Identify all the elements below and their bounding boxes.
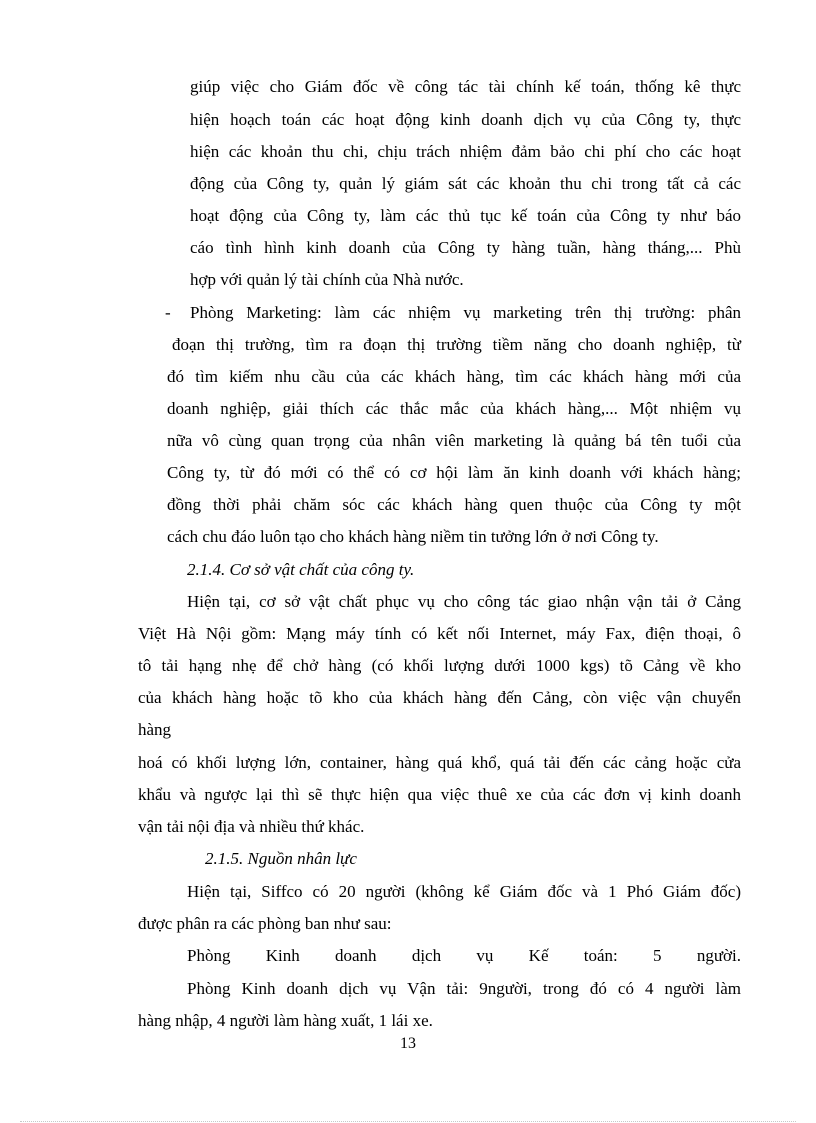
paragraph-line: hoá có khối lượng lớn, container, hàng quá khổ, quá tải đến các cảng hoặc cửa (138, 753, 741, 772)
paragraph-line: tô tải hạng nhẹ để chở hàng (có khối lượng dưới 1000 kgs) tõ Cảng về kho (138, 656, 741, 675)
paragraph-line: Phòng Marketing: làm các nhiệm vụ marketing trên thị trường: phân (190, 303, 741, 322)
paragraph-line: Công ty, từ đó mới có thể có cơ hội làm ăn kinh doanh với khách hàng; (167, 463, 741, 482)
paragraph-line: động của Công ty, quản lý giám sát các khoản thu chi trong tất cả các (190, 174, 741, 193)
paragraph-line: được phân ra các phòng ban như sau: (138, 914, 392, 933)
paragraph-line: khẩu và ngược lại thì sẽ thực hiện qua việc thuê xe của các đơn vị kinh doanh (138, 785, 741, 804)
paragraph-line: cáo tình hình kinh doanh của Công ty hàng tuần, hàng tháng,... Phù (190, 238, 741, 257)
page-bottom-divider (20, 1121, 796, 1122)
paragraph-line: hàng nhập, 4 người làm hàng xuất, 1 lái xe. (138, 1011, 433, 1030)
paragraph-line: hiện hoạch toán các hoạt động kinh doanh dịch vụ của Công ty, thực (190, 110, 741, 129)
paragraph-line: hoạt động của Công ty, làm các thủ tục kế toán của Công ty như báo (190, 206, 741, 225)
paragraph-line: của khách hàng hoặc tõ kho của khách hàng đến Cảng, còn việc vận chuyển (138, 688, 741, 707)
paragraph-line: hợp với quản lý tài chính của Nhà nước. (190, 270, 464, 289)
paragraph-line: Hiện tại, cơ sở vật chất phục vụ cho công tác giao nhận vận tải ở Cảng (187, 592, 741, 611)
paragraph-line: hàng (138, 720, 172, 739)
paragraph-line: Phòng Kinh doanh dịch vụ Kế toán: 5 người. (187, 946, 741, 965)
paragraph-line: Việt Hà Nội gồm: Mạng máy tính có kết nối Internet, máy Fax, điện thoại, ô (138, 624, 741, 643)
section-heading: 2.1.4. Cơ sở vật chất của công ty. (187, 560, 415, 579)
paragraph-line: Phòng Kinh doanh dịch vụ Vận tải: 9người, trong đó có 4 người làm (187, 979, 741, 998)
section-heading: 2.1.5. Nguồn nhân lực (205, 849, 357, 868)
paragraph-line: cách chu đáo luôn tạo cho khách hàng niềm tin tưởng lớn ở nơi Công ty. (167, 527, 659, 546)
paragraph-line: giúp việc cho Giám đốc về công tác tài chính kế toán, thống kê thực (190, 77, 741, 96)
paragraph-line: vận tải nội địa và nhiều thứ khác. (138, 817, 365, 836)
paragraph-line: nữa vô cùng quan trọng của nhân viên marketing là quảng bá tên tuổi của (167, 431, 741, 450)
paragraph-line: đó tìm kiếm nhu cầu của các khách hàng, tìm các khách hàng mới của (167, 367, 741, 386)
paragraph-line: doanh nghiệp, giải thích các thắc mắc của khách hàng,... Một nhiệm vụ (167, 399, 741, 418)
paragraph-line: hiện các khoản thu chi, chịu trách nhiệm đảm bảo chi phí cho các hoạt (190, 142, 741, 161)
bullet-marker: - (165, 303, 171, 322)
paragraph-line: đoạn thị trường, tìm ra đoạn thị trường tiềm năng cho doanh nghiệp, từ (172, 335, 741, 354)
paragraph-line: đồng thời phải chăm sóc các khách hàng quen thuộc của Công ty một (167, 495, 741, 514)
paragraph-line: Hiện tại, Siffco có 20 người (không kể Giám đốc và 1 Phó Giám đốc) (187, 882, 741, 901)
page-number: 13 (400, 1035, 416, 1052)
